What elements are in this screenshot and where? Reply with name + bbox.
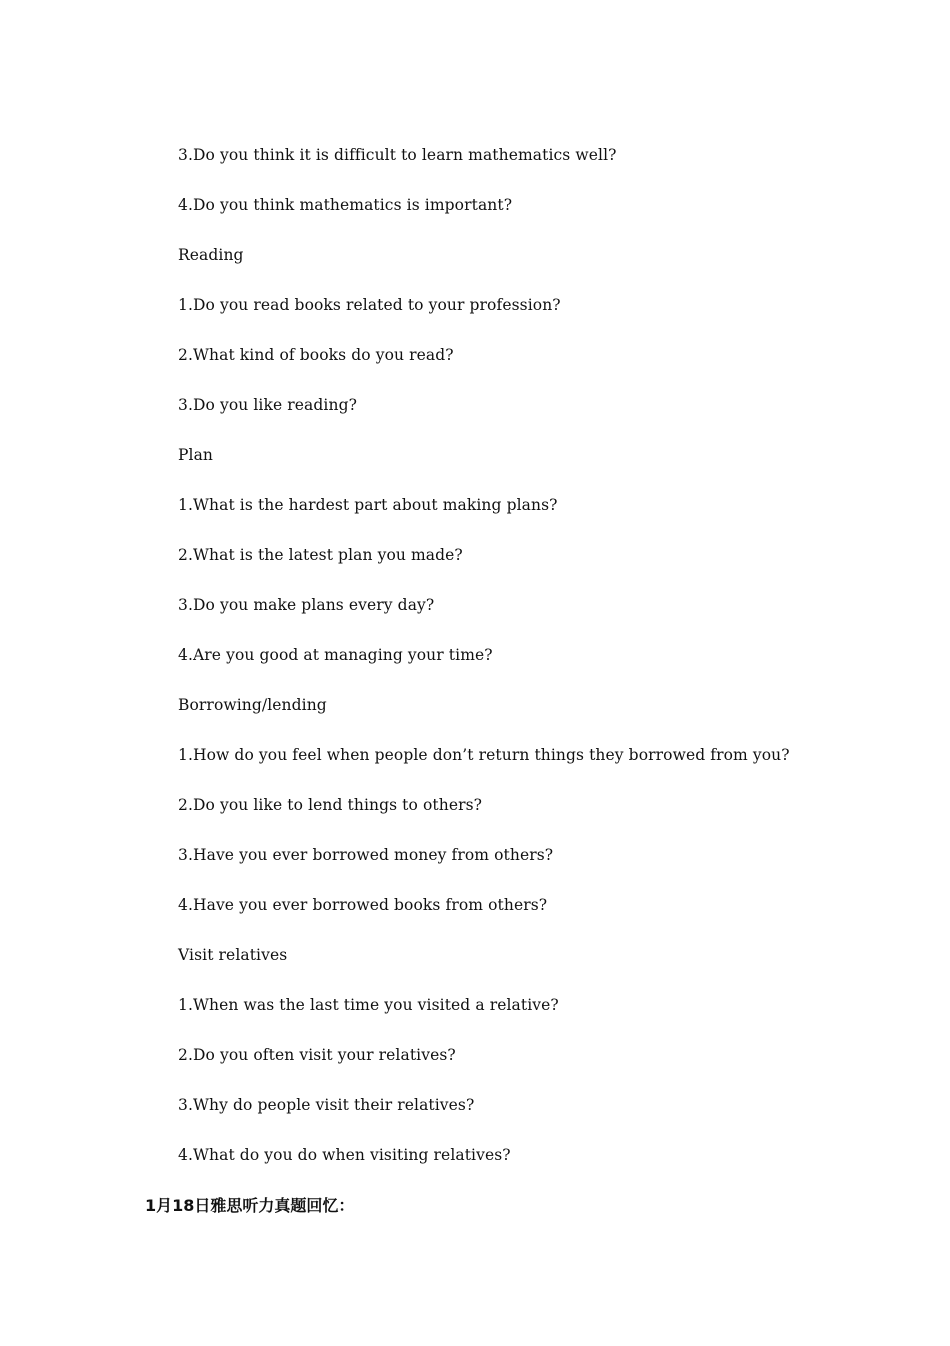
question-line: 1.When was the last time you visited a relative? — [178, 996, 559, 1014]
question-line: 2.What kind of books do you read? — [178, 346, 454, 364]
question-line: 4.What do you do when visiting relatives? — [178, 1146, 511, 1164]
question-line: 4.Do you think mathematics is important? — [178, 196, 513, 214]
listening-recall-heading: 1月18日雅思听力真题回忆： — [145, 1196, 355, 1215]
question-line: 3.Have you ever borrowed money from others? — [178, 846, 554, 864]
section-heading-visit-relatives: Visit relatives — [178, 946, 288, 964]
question-line: 3.Do you think it is difficult to learn mathematics well? — [178, 146, 617, 164]
question-line: 4.Have you ever borrowed books from others? — [178, 896, 548, 914]
question-line: 3.Do you make plans every day? — [178, 596, 435, 614]
question-line: 3.Why do people visit their relatives? — [178, 1096, 475, 1114]
section-heading-reading: Reading — [178, 246, 244, 264]
question-line: 2.What is the latest plan you made? — [178, 546, 463, 564]
section-heading-plan: Plan — [178, 446, 214, 464]
question-line: 4.Are you good at managing your time? — [178, 646, 493, 664]
question-line: 3.Do you like reading? — [178, 396, 357, 414]
question-line: 1.What is the hardest part about making plans? — [178, 496, 558, 514]
question-line: 2.Do you like to lend things to others? — [178, 796, 483, 814]
section-heading-borrowing: Borrowing/lending — [178, 696, 327, 714]
question-line: 1.How do you feel when people don’t return things they borrowed from you? — [178, 746, 790, 764]
question-line: 1.Do you read books related to your profession? — [178, 296, 561, 314]
question-line: 2.Do you often visit your relatives? — [178, 1046, 456, 1064]
